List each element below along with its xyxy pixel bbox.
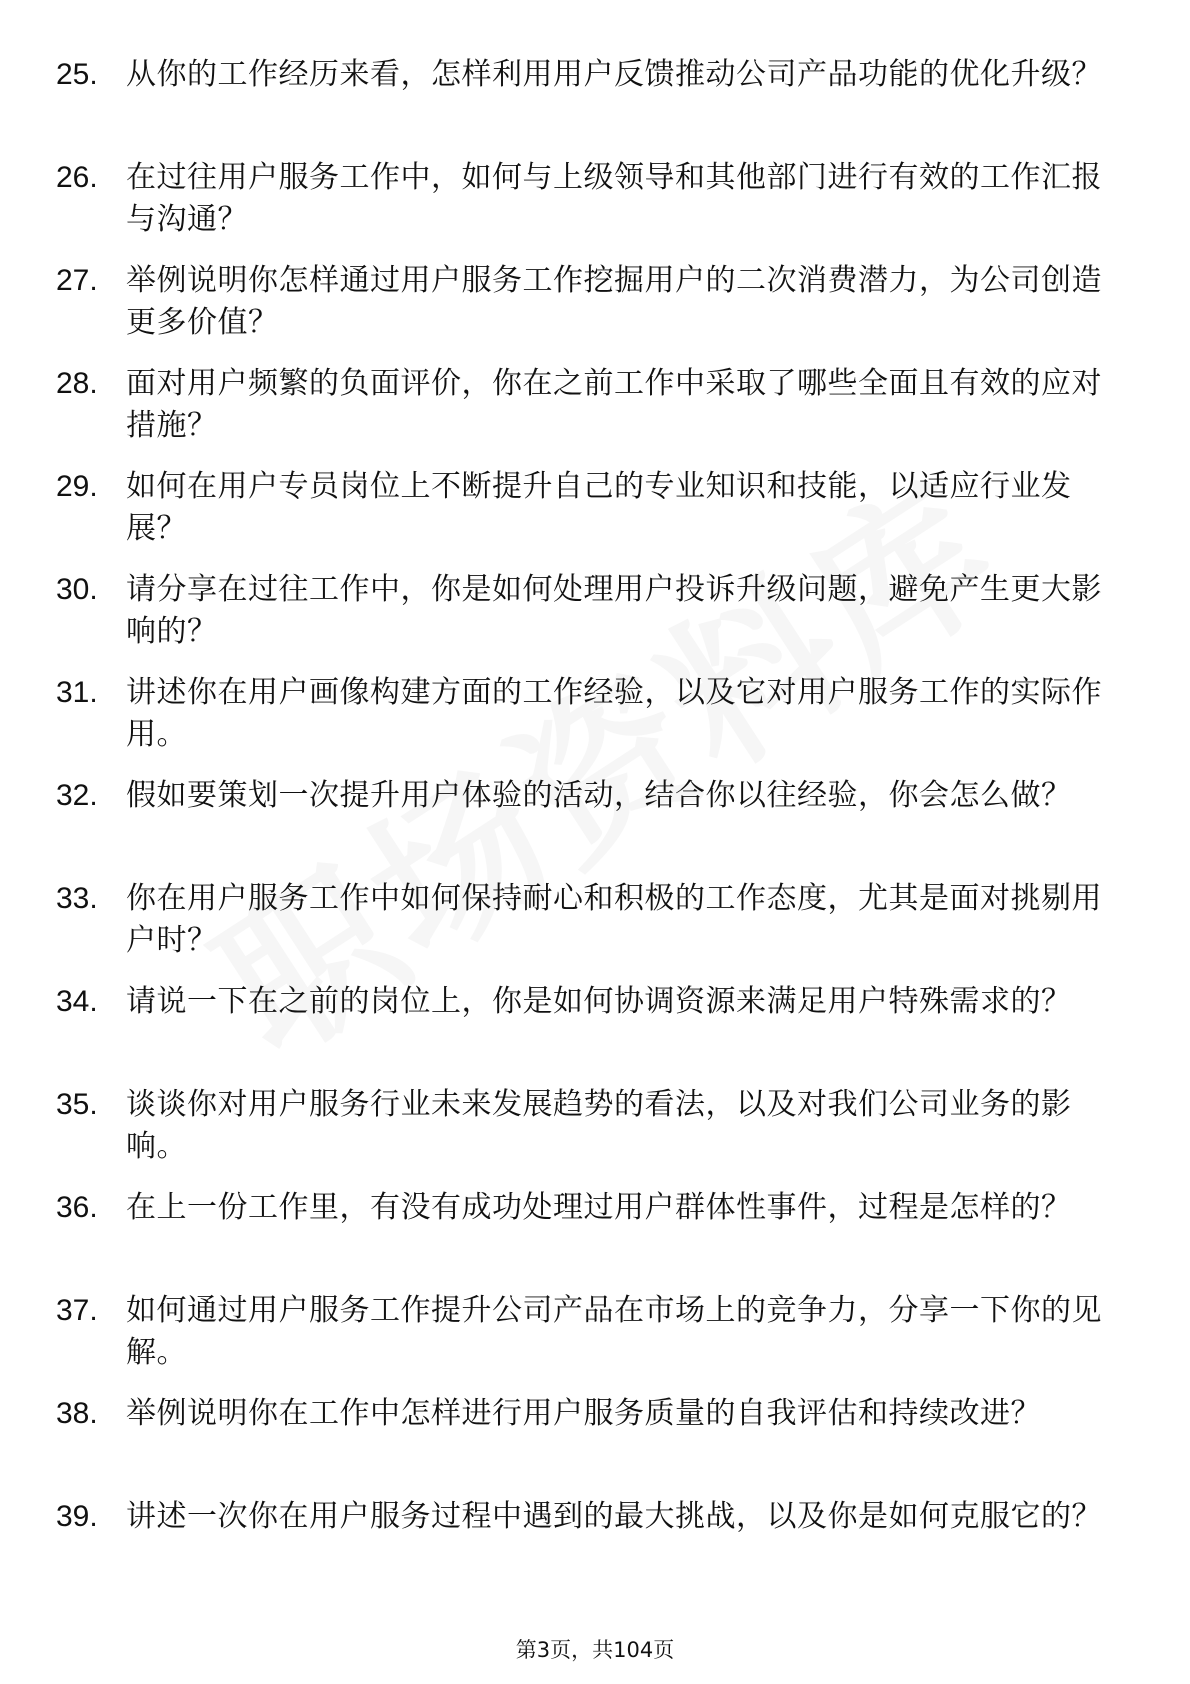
- question-number: 36.: [56, 1191, 98, 1224]
- question-item: [56, 878, 1116, 981]
- question-number: 34.: [56, 985, 98, 1018]
- question-text: 如何通过用户服务工作提升公司产品在市场上的竞争力，分享一下你的见解。: [126, 1293, 1102, 1370]
- question-number: 25.: [56, 58, 98, 91]
- question-text: 在上一份工作里，有没有成功处理过用户群体性事件，过程是怎样的？: [126, 1190, 1072, 1225]
- question-text: 举例说明你在工作中怎样进行用户服务质量的自我评估和持续改进？: [126, 1396, 1041, 1431]
- question-text: 假如要策划一次提升用户体验的活动，结合你以往经验，你会怎么做？: [126, 778, 1072, 813]
- question-text: 如何在用户专员岗位上不断提升自己的专业知识和技能，以适应行业发展？: [126, 469, 1072, 546]
- question-number: 30.: [56, 573, 98, 606]
- question-text: 谈谈你对用户服务行业未来发展趋势的看法，以及对我们公司业务的影响。: [126, 1087, 1072, 1164]
- question-number: 38.: [56, 1397, 98, 1430]
- question-item: [56, 775, 1116, 878]
- question-item: [56, 1084, 1116, 1187]
- question-text: 举例说明你怎样通过用户服务工作挖掘用户的二次消费潜力，为公司创造更多价值？: [126, 263, 1102, 340]
- question-text: 你在用户服务工作中如何保持耐心和积极的工作态度，尤其是面对挑剔用户时？: [126, 881, 1102, 958]
- question-text: 从你的工作经历来看，怎样利用用户反馈推动公司产品功能的优化升级？: [126, 57, 1102, 92]
- question-item: [56, 363, 1116, 466]
- question-text: 在过往用户服务工作中，如何与上级领导和其他部门进行有效的工作汇报与沟通？: [126, 160, 1102, 237]
- question-text: 讲述你在用户画像构建方面的工作经验，以及它对用户服务工作的实际作用。: [126, 675, 1102, 752]
- question-number: 28.: [56, 367, 98, 400]
- question-number: 32.: [56, 779, 98, 812]
- question-number: 35.: [56, 1088, 98, 1121]
- question-item: [56, 1187, 1116, 1290]
- question-number: 29.: [56, 470, 98, 503]
- question-item: [56, 672, 1116, 775]
- question-item: [56, 54, 1116, 157]
- page-footer: 第3页，共104页: [515, 1638, 675, 1662]
- question-item: [56, 1496, 1116, 1599]
- question-text: 面对用户频繁的负面评价，你在之前工作中采取了哪些全面且有效的应对措施？: [126, 366, 1102, 443]
- question-number: 26.: [56, 161, 98, 194]
- question-item: [56, 981, 1116, 1084]
- question-item: [56, 260, 1116, 363]
- question-list: [56, 54, 1116, 1599]
- question-number: 31.: [56, 676, 98, 709]
- question-number: 39.: [56, 1500, 98, 1533]
- question-text: 讲述一次你在用户服务过程中遇到的最大挑战，以及你是如何克服它的？: [126, 1499, 1102, 1534]
- question-item: [56, 1290, 1116, 1393]
- question-number: 27.: [56, 264, 98, 297]
- question-item: [56, 157, 1116, 260]
- question-text: 请说一下在之前的岗位上，你是如何协调资源来满足用户特殊需求的？: [126, 984, 1072, 1019]
- question-item: [56, 1393, 1116, 1496]
- question-text: 请分享在过往工作中，你是如何处理用户投诉升级问题，避免产生更大影响的？: [126, 572, 1102, 649]
- question-item: [56, 466, 1116, 569]
- question-item: [56, 569, 1116, 672]
- question-number: 37.: [56, 1294, 98, 1327]
- question-number: 33.: [56, 882, 98, 915]
